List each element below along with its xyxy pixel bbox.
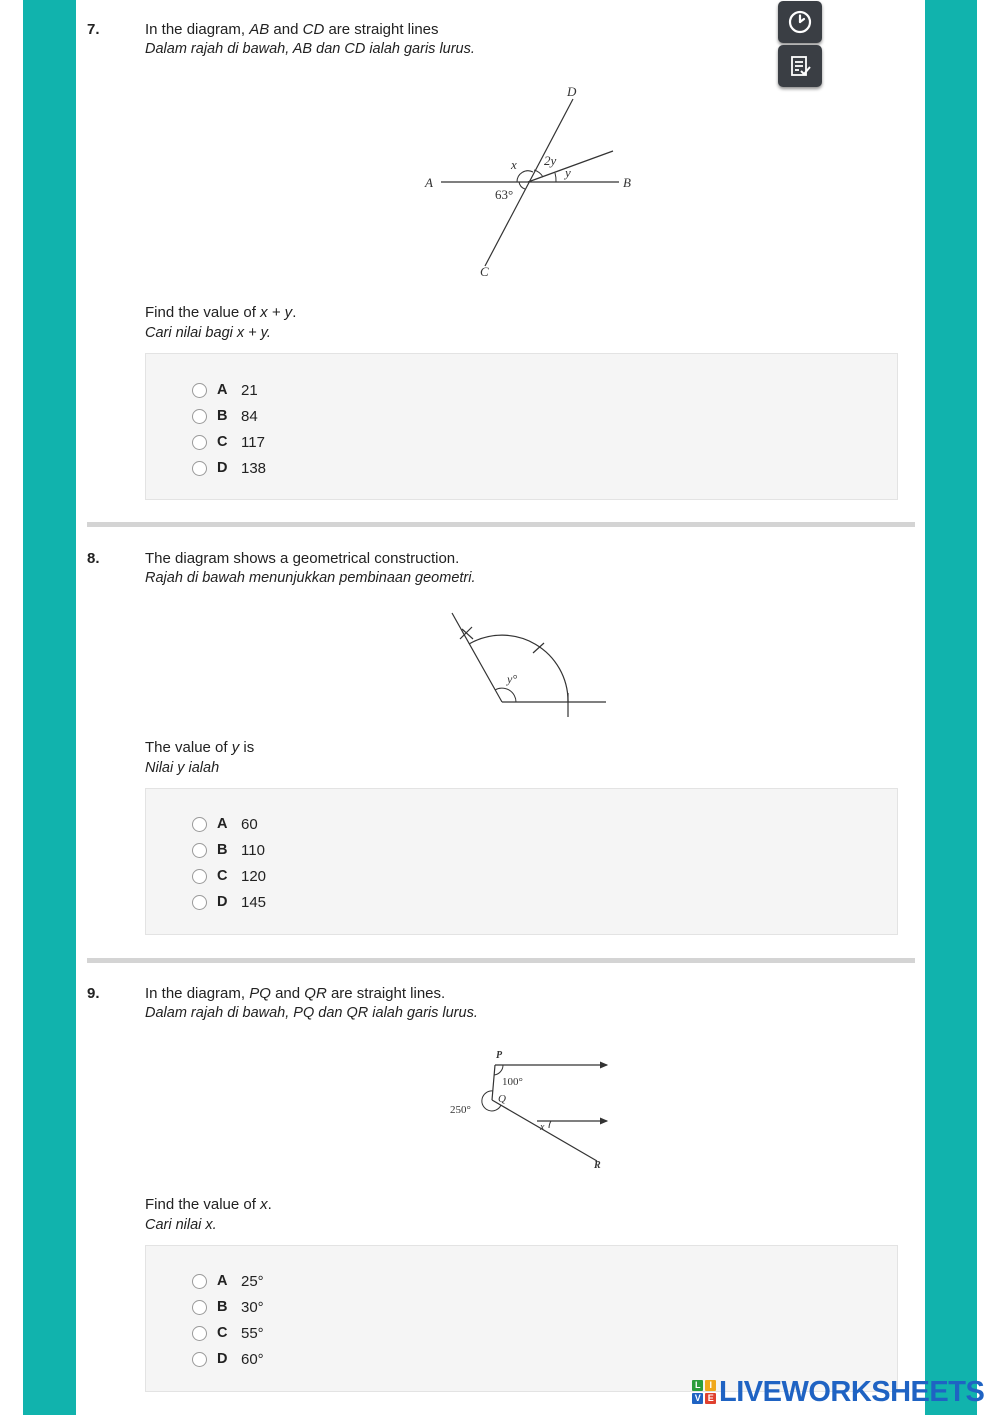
- option-letter: C: [217, 434, 228, 450]
- option-value: 84: [241, 407, 258, 425]
- question-8-prompt-ms: Rajah di bawah menunjukkan pembinaan geometri.: [145, 570, 476, 586]
- right-teal-band: [925, 0, 977, 1415]
- option-value: 25°: [241, 1272, 264, 1290]
- radio-button[interactable]: [192, 895, 207, 910]
- option-letter: C: [217, 868, 228, 884]
- option-a[interactable]: [192, 1271, 264, 1291]
- right-margin: [977, 0, 1000, 1415]
- option-c[interactable]: [192, 866, 266, 886]
- brand-text: LIVEWORKSHEETS: [719, 1375, 985, 1408]
- option-a[interactable]: [192, 380, 258, 400]
- radio-button[interactable]: [192, 1274, 207, 1289]
- option-letter: D: [217, 894, 228, 910]
- label-100: 100°: [502, 1076, 523, 1088]
- label-q: Q: [498, 1093, 506, 1105]
- question-9-ask-en: Find the value of x.: [145, 1196, 272, 1213]
- radio-button[interactable]: [192, 869, 207, 884]
- timer-icon: [787, 9, 813, 35]
- label-x: x: [511, 157, 517, 172]
- section-divider: [87, 522, 915, 527]
- option-value: 138: [241, 459, 267, 477]
- logo-tile: E: [705, 1393, 716, 1404]
- radio-button[interactable]: [192, 843, 207, 858]
- segment-qr: [492, 1100, 597, 1161]
- question-9-ask-ms: Cari nilai x.: [145, 1217, 217, 1233]
- checklist-icon: [787, 53, 813, 79]
- question-9-answer-box: [145, 1245, 898, 1392]
- label-r: R: [594, 1160, 601, 1171]
- option-value: 60: [241, 815, 258, 833]
- option-letter: D: [217, 1351, 228, 1367]
- left-teal-band: [23, 0, 76, 1415]
- option-value: 60°: [241, 1350, 264, 1368]
- radio-button[interactable]: [192, 817, 207, 832]
- option-d[interactable]: [192, 892, 266, 912]
- option-letter: D: [217, 460, 228, 476]
- timer-button[interactable]: [778, 1, 822, 43]
- radio-button[interactable]: [192, 1352, 207, 1367]
- angle-arc-x: [549, 1121, 551, 1128]
- question-8-prompt-en: The diagram shows a geometrical construction.: [145, 550, 460, 567]
- label-250: 250°: [450, 1104, 471, 1116]
- logo-tile: I: [705, 1380, 716, 1391]
- option-value: 117: [241, 433, 265, 451]
- option-letter: B: [217, 408, 228, 424]
- option-c[interactable]: [192, 432, 265, 452]
- label-b: B: [623, 175, 631, 190]
- label-a: A: [425, 175, 433, 190]
- option-letter: A: [217, 382, 228, 398]
- arm-line: [452, 613, 502, 702]
- option-c[interactable]: [192, 1323, 264, 1343]
- label-d: D: [567, 84, 577, 99]
- option-letter: B: [217, 1299, 228, 1315]
- label-p: P: [496, 1050, 503, 1061]
- option-letter: A: [217, 1273, 228, 1289]
- label-y: y°: [507, 672, 518, 686]
- option-value: 21: [241, 381, 258, 399]
- option-value: 145: [241, 893, 267, 911]
- label-x: x: [540, 1122, 545, 1133]
- option-letter: C: [217, 1325, 228, 1341]
- label-63: 63°: [495, 187, 514, 202]
- live-logo-icon: [692, 1380, 716, 1404]
- arc-tick-top: [533, 643, 544, 653]
- option-b[interactable]: [192, 1297, 264, 1317]
- segment-pq: [492, 1065, 495, 1100]
- logo-tile: V: [692, 1393, 703, 1404]
- question-8-ask-en: The value of y is: [145, 739, 255, 756]
- question-8-number: 8.: [87, 550, 100, 567]
- question-9-prompt-en: In the diagram, PQ and QR are straight lines.: [145, 985, 446, 1002]
- option-letter: B: [217, 842, 228, 858]
- option-b[interactable]: [192, 406, 258, 426]
- question-7-prompt-en: In the diagram, AB and CD are straight lines: [145, 21, 439, 38]
- option-value: 110: [241, 841, 265, 859]
- question-8-ask-ms: Nilai y ialah: [145, 760, 220, 776]
- question-7-answer-box: [145, 353, 898, 500]
- label-y: y: [565, 165, 571, 180]
- label-c: C: [480, 264, 489, 279]
- section-divider: [87, 958, 915, 963]
- question-9-diagram: [440, 1045, 620, 1175]
- label-2y: 2y: [544, 153, 557, 168]
- liveworksheets-logo[interactable]: [692, 1375, 984, 1409]
- option-b[interactable]: [192, 840, 265, 860]
- question-7-diagram: [405, 78, 645, 283]
- option-a[interactable]: [192, 814, 258, 834]
- option-value: 30°: [241, 1298, 264, 1316]
- question-9-number: 9.: [87, 985, 100, 1002]
- checklist-button[interactable]: [778, 45, 822, 87]
- question-8-diagram: [440, 605, 620, 720]
- radio-button[interactable]: [192, 435, 207, 450]
- option-value: 55°: [241, 1324, 264, 1342]
- radio-button[interactable]: [192, 383, 207, 398]
- radio-button[interactable]: [192, 409, 207, 424]
- radio-button[interactable]: [192, 1326, 207, 1341]
- question-7-number: 7.: [87, 21, 100, 38]
- question-8-answer-box: [145, 788, 898, 935]
- logo-tile: L: [692, 1380, 703, 1391]
- question-7-ask-ms: Cari nilai bagi x + y.: [145, 325, 271, 341]
- option-value: 120: [241, 867, 267, 885]
- radio-button[interactable]: [192, 461, 207, 476]
- angle-arc-63: [519, 182, 525, 189]
- radio-button[interactable]: [192, 1300, 207, 1315]
- option-letter: A: [217, 816, 228, 832]
- option-d[interactable]: [192, 1349, 264, 1369]
- option-d[interactable]: [192, 458, 266, 478]
- angle-arc-y: [555, 173, 556, 182]
- question-9-prompt-ms: Dalam rajah di bawah, PQ dan QR ialah garis lurus.: [145, 1005, 478, 1021]
- question-7-ask-en: Find the value of x + y.: [145, 304, 297, 321]
- question-7-prompt-ms: Dalam rajah di bawah, AB dan CD ialah garis lurus.: [145, 41, 475, 57]
